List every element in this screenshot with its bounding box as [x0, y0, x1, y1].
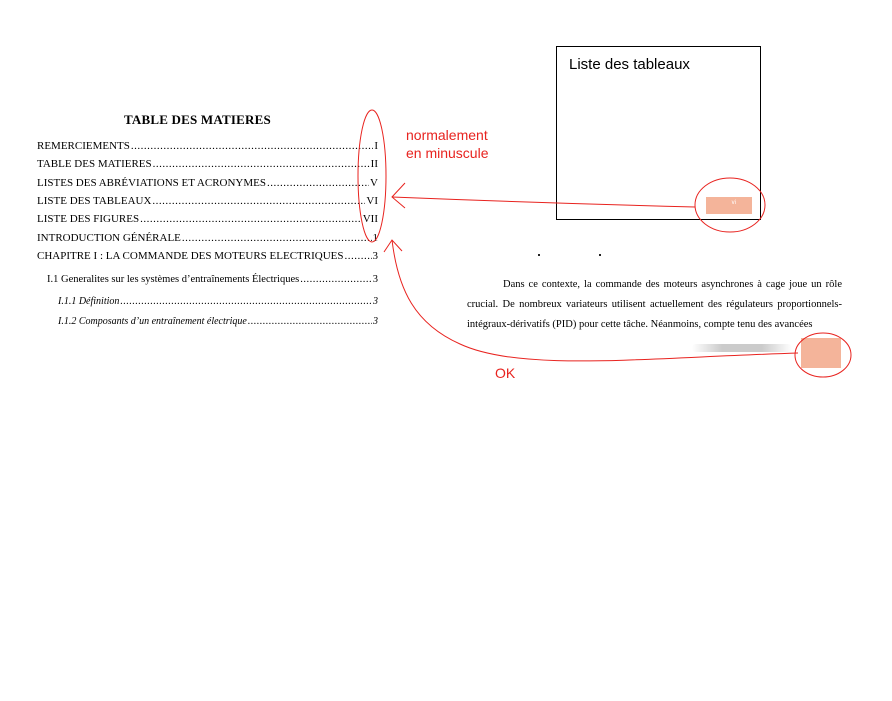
toc-leader-dots — [140, 212, 362, 226]
toc-entry-page: 1 — [372, 232, 378, 244]
stray-dot — [538, 254, 540, 256]
annotation-normalement: normalement — [406, 127, 488, 143]
toc-entry-abreviations[interactable] — [37, 176, 378, 190]
list-box-title: Liste des tableaux — [569, 56, 690, 73]
toc-entry-label: I.1.2 Composants d’un entraînement électrique — [58, 316, 247, 327]
toc-leader-dots — [248, 315, 372, 329]
annotation-ok: OK — [495, 365, 516, 381]
page-number-tag — [706, 197, 752, 214]
toc-entry-page: V — [370, 177, 378, 189]
toc-leader-dots — [300, 273, 372, 287]
page-number: 1 — [835, 691, 841, 701]
toc-entry-page: I — [374, 140, 378, 152]
toc-entry-label: LISTE DES TABLEAUX — [37, 195, 152, 207]
toc-entry-liste-tableaux[interactable] — [37, 194, 378, 208]
toc-title: TABLE DES MATIERES — [124, 112, 271, 127]
page-number: vi — [731, 200, 736, 206]
toc-leader-dots — [152, 194, 365, 208]
paragraph-text: Dans ce contexte, la commande des moteurs asynchrones à cage joue un rôle crucial. De nombreux variateurs utilisent actuellement des régulateurs proportionnels-intégraux-dérivatifs (PID) pour cette tâche. Néanmoins, compte tenu des avancées — [467, 279, 842, 330]
toc-entry-label: I.1 Generalites sur les systèmes d’entraînements Électriques — [47, 274, 300, 285]
toc-entry-introduction[interactable] — [37, 231, 378, 245]
toc-leader-dots — [182, 231, 372, 245]
toc-entry-label: LISTE DES FIGURES — [37, 213, 140, 225]
arrow-head — [384, 240, 402, 252]
toc-entry-page: 3 — [372, 250, 378, 262]
toc-entry-label: TABLE DES MATIERES — [37, 158, 152, 170]
page-number-tag — [801, 338, 841, 701]
toc-entry-remerciements[interactable] — [37, 139, 378, 153]
toc-entry-chapitre-1[interactable] — [37, 249, 378, 263]
toc-entry-label: LISTES DES ABRÉVIATIONS ET ACRONYMES — [37, 177, 266, 189]
toc-entry-table-des-matieres[interactable] — [37, 157, 378, 171]
toc-leader-dots — [344, 249, 371, 263]
arrow-head — [392, 183, 405, 208]
annotation-en-minuscule: en minuscule — [406, 145, 489, 161]
toc-entry-page: VI — [366, 195, 378, 207]
toc-leader-dots — [153, 157, 370, 171]
toc-entry-page: 3 — [372, 274, 378, 285]
toc-entry-section-1-1[interactable] — [47, 273, 378, 287]
list-des-tableaux-page-preview — [556, 46, 761, 220]
scan-smudge — [692, 344, 792, 352]
toc-entry-page: II — [370, 158, 378, 170]
stray-dot — [599, 254, 601, 256]
toc-leader-dots — [131, 139, 373, 153]
body-paragraph — [467, 275, 842, 335]
toc-leader-dots — [120, 295, 372, 309]
toc-entry-label: CHAPITRE I : LA COMMANDE DES MOTEURS ELECTRIQUES — [37, 250, 344, 262]
toc-entry-section-1-1-1[interactable] — [58, 295, 378, 309]
toc-entry-label: INTRODUCTION GÉNÉRALE — [37, 232, 181, 244]
toc-entry-page: VII — [362, 213, 378, 225]
toc-entry-page: 3 — [373, 296, 378, 307]
toc-entry-page: 3 — [373, 316, 378, 327]
toc-entry-section-1-1-2[interactable] — [58, 315, 378, 329]
toc-entry-label: REMERCIEMENTS — [37, 140, 130, 152]
toc-entry-label: I.1.1 Définition — [58, 296, 120, 307]
toc-entry-liste-figures[interactable] — [37, 212, 378, 226]
toc-leader-dots — [267, 176, 369, 190]
